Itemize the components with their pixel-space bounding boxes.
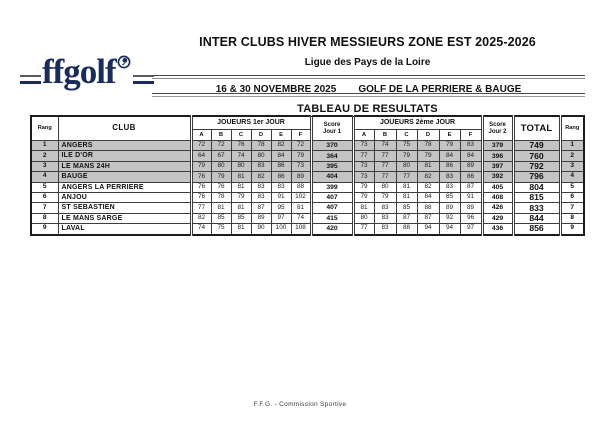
club-name-cell: BAUGE [58, 172, 191, 182]
day1-player-score-cell: 64 [191, 151, 211, 161]
day2-player-score-cell: 77 [374, 172, 396, 182]
logo-right-dashes [133, 75, 154, 84]
score-day1-cell: 420 [311, 224, 353, 235]
rank-left-cell: 6 [31, 192, 58, 202]
table-row [31, 224, 584, 235]
document-title: INTER CLUBS HIVER MESSIEURS ZONE EST 2025-2026 [199, 35, 536, 49]
col-header-day2-B: B [374, 130, 396, 141]
rank-left-cell: 9 [31, 224, 58, 235]
score-day2-cell: 397 [482, 161, 513, 171]
day2-player-score-cell: 79 [396, 151, 417, 161]
day2-player-score-cell: 73 [353, 172, 374, 182]
results-table [30, 115, 585, 236]
day1-player-score-cell: 88 [291, 182, 311, 192]
day2-player-score-cell: 94 [417, 224, 439, 235]
col-header-score-day1 [311, 116, 353, 141]
day2-player-score-cell: 80 [353, 213, 374, 223]
rank-left-cell: 2 [31, 151, 58, 161]
day1-player-score-cell: 81 [291, 203, 311, 213]
total-cell: 833 [513, 203, 560, 213]
col-header-score-day2 [482, 116, 513, 141]
club-name-cell: LE MANS 24H [58, 161, 191, 171]
day1-player-score-cell: 108 [291, 224, 311, 235]
day2-player-score-cell: 85 [396, 203, 417, 213]
total-cell: 815 [513, 192, 560, 202]
day2-player-score-cell: 88 [417, 203, 439, 213]
col-header-total: TOTAL [513, 116, 560, 141]
day2-player-score-cell: 84 [460, 151, 482, 161]
rank-right-cell: 2 [560, 151, 584, 161]
col-header-rang-right: Rang [560, 116, 584, 141]
rank-left-cell: 8 [31, 213, 58, 223]
day2-player-score-cell: 73 [353, 161, 374, 171]
score-day2-cell: 405 [482, 182, 513, 192]
total-cell: 844 [513, 213, 560, 223]
results-table-container [30, 115, 585, 236]
banner-bottom-rule [152, 93, 585, 97]
col-header-day2-E: E [439, 130, 460, 141]
day1-player-score-cell: 81 [231, 182, 251, 192]
day2-player-score-cell: 81 [417, 161, 439, 171]
day1-player-score-cell: 79 [231, 192, 251, 202]
day1-player-score-cell: 82 [271, 141, 291, 151]
day2-player-score-cell: 77 [353, 151, 374, 161]
day1-player-score-cell: 97 [271, 213, 291, 223]
day1-player-score-cell: 72 [191, 141, 211, 151]
day1-player-score-cell: 81 [211, 203, 231, 213]
day1-player-score-cell: 84 [271, 151, 291, 161]
rank-left-cell: 5 [31, 182, 58, 192]
day2-player-score-cell: 83 [439, 172, 460, 182]
day2-player-score-cell: 81 [396, 182, 417, 192]
day1-player-score-cell: 76 [191, 172, 211, 182]
day2-player-score-cell: 81 [396, 192, 417, 202]
rank-left-cell: 7 [31, 203, 58, 213]
club-name-cell: ANJOU [58, 192, 191, 202]
day1-player-score-cell: 83 [251, 182, 271, 192]
day2-player-score-cell: 83 [374, 224, 396, 235]
table-row [31, 151, 584, 161]
day1-player-score-cell: 81 [231, 203, 251, 213]
event-venue: GOLF DE LA PERRIERE & BAUGE [358, 84, 522, 95]
day1-player-score-cell: 72 [211, 141, 231, 151]
day1-player-score-cell: 102 [291, 192, 311, 202]
day1-player-score-cell: 82 [251, 172, 271, 182]
day1-player-score-cell: 85 [211, 213, 231, 223]
col-header-day1-E: E [271, 130, 291, 141]
score-day1-cell: 399 [311, 182, 353, 192]
total-cell: 856 [513, 224, 560, 235]
results-table-body [31, 141, 584, 235]
day1-player-score-cell: 79 [191, 161, 211, 171]
day1-player-score-cell: 73 [291, 161, 311, 171]
day2-player-score-cell: 75 [396, 141, 417, 151]
day1-player-score-cell: 80 [211, 161, 231, 171]
day2-player-score-cell: 79 [374, 192, 396, 202]
day1-player-score-cell: 79 [291, 151, 311, 161]
day1-player-score-cell: 83 [271, 182, 291, 192]
total-cell: 792 [513, 161, 560, 171]
day2-player-score-cell: 94 [439, 224, 460, 235]
league-subtitle: Ligue des Pays de la Loire [304, 57, 431, 68]
day2-player-score-cell: 96 [460, 213, 482, 223]
day2-player-score-cell: 81 [353, 203, 374, 213]
score-day2-cell: 436 [482, 224, 513, 235]
table-row [31, 213, 584, 223]
day1-player-score-cell: 82 [191, 213, 211, 223]
col-group-day2: JOUEURS 2ème JOUR [353, 116, 482, 130]
table-row [31, 172, 584, 182]
score-day1-cell: 395 [311, 161, 353, 171]
day2-player-score-cell: 86 [460, 172, 482, 182]
score1-label-line2: Jour 1 [323, 128, 342, 135]
day1-player-score-cell: 87 [251, 203, 271, 213]
score-day1-cell: 407 [311, 203, 353, 213]
day1-player-score-cell: 72 [291, 141, 311, 151]
score-day1-cell: 415 [311, 213, 353, 223]
day1-player-score-cell: 80 [251, 151, 271, 161]
day1-player-score-cell: 78 [211, 192, 231, 202]
rank-left-cell: 1 [31, 141, 58, 151]
score1-label-line1: Score [323, 121, 341, 128]
day1-player-score-cell: 77 [191, 203, 211, 213]
day2-player-score-cell: 74 [374, 141, 396, 151]
day2-player-score-cell: 77 [374, 161, 396, 171]
col-header-day2-F: F [460, 130, 482, 141]
day1-player-score-cell: 86 [271, 161, 291, 171]
total-cell: 749 [513, 141, 560, 151]
day1-player-score-cell: 76 [231, 141, 251, 151]
day1-player-score-cell: 95 [271, 203, 291, 213]
day1-player-score-cell: 91 [271, 192, 291, 202]
day1-player-score-cell: 76 [211, 182, 231, 192]
score2-label-line1: Score [489, 121, 506, 128]
col-header-day2-C: C [396, 130, 417, 141]
day2-player-score-cell: 89 [439, 203, 460, 213]
col-header-day1-D: D [251, 130, 271, 141]
club-name-cell: ANGERS [58, 141, 191, 151]
day2-player-score-cell: 83 [439, 182, 460, 192]
day2-player-score-cell: 80 [396, 161, 417, 171]
score-day2-cell: 426 [482, 203, 513, 213]
club-name-cell: ANGERS LA PERRIERE [58, 182, 191, 192]
day1-player-score-cell: 86 [271, 172, 291, 182]
day1-player-score-cell: 83 [251, 161, 271, 171]
day2-player-score-cell: 77 [396, 172, 417, 182]
score-day1-cell: 370 [311, 141, 353, 151]
day1-player-score-cell: 89 [291, 172, 311, 182]
day1-player-score-cell: 100 [271, 224, 291, 235]
score-day1-cell: 404 [311, 172, 353, 182]
rank-right-cell: 6 [560, 192, 584, 202]
day2-player-score-cell: 79 [417, 151, 439, 161]
day1-player-score-cell: 79 [211, 172, 231, 182]
day1-player-score-cell: 74 [291, 213, 311, 223]
club-name-cell: ST SEBASTIEN [58, 203, 191, 213]
rank-right-cell: 3 [560, 161, 584, 171]
day2-player-score-cell: 83 [374, 203, 396, 213]
day1-player-score-cell: 90 [251, 224, 271, 235]
day2-player-score-cell: 79 [439, 141, 460, 151]
total-cell: 804 [513, 182, 560, 192]
day1-player-score-cell: 76 [191, 192, 211, 202]
day2-player-score-cell: 83 [374, 213, 396, 223]
table-row [31, 141, 584, 151]
logo-left-dashes [20, 75, 41, 84]
event-dates: 16 & 30 NOVEMBRE 2025 [215, 84, 337, 95]
day2-player-score-cell: 87 [396, 213, 417, 223]
score-day2-cell: 392 [482, 172, 513, 182]
col-header-day1-B: B [211, 130, 231, 141]
day2-player-score-cell: 77 [374, 151, 396, 161]
day2-player-score-cell: 73 [353, 141, 374, 151]
day2-player-score-cell: 79 [353, 182, 374, 192]
day2-player-score-cell: 87 [417, 213, 439, 223]
registered-golfball-icon [117, 55, 131, 69]
day2-player-score-cell: 86 [439, 161, 460, 171]
day2-player-score-cell: 80 [374, 182, 396, 192]
score-day1-cell: 407 [311, 192, 353, 202]
day1-player-score-cell: 74 [231, 151, 251, 161]
day2-player-score-cell: 79 [353, 192, 374, 202]
score-day2-cell: 379 [482, 141, 513, 151]
score-day2-cell: 396 [482, 151, 513, 161]
day2-player-score-cell: 89 [460, 161, 482, 171]
rank-right-cell: 1 [560, 141, 584, 151]
day2-player-score-cell: 84 [417, 192, 439, 202]
day2-player-score-cell: 92 [439, 213, 460, 223]
day1-player-score-cell: 80 [231, 161, 251, 171]
day1-player-score-cell: 81 [231, 224, 251, 235]
day1-player-score-cell: 89 [251, 213, 271, 223]
day2-player-score-cell: 85 [439, 192, 460, 202]
col-header-day1-A: A [191, 130, 211, 141]
ffgolf-logo-text: ffgolf [42, 52, 116, 91]
col-header-day1-C: C [231, 130, 251, 141]
day1-player-score-cell: 83 [251, 192, 271, 202]
footer-text: F.F.G. - Commission Sportive [253, 401, 347, 408]
total-cell: 796 [513, 172, 560, 182]
day1-player-score-cell: 75 [211, 224, 231, 235]
day2-player-score-cell: 84 [439, 151, 460, 161]
section-title: TABLEAU DE RESULTATS [297, 103, 438, 115]
table-row [31, 192, 584, 202]
day2-player-score-cell: 91 [460, 192, 482, 202]
day2-player-score-cell: 88 [396, 224, 417, 235]
rank-right-cell: 4 [560, 172, 584, 182]
day2-player-score-cell: 97 [460, 224, 482, 235]
day1-player-score-cell: 76 [191, 182, 211, 192]
day1-player-score-cell: 78 [251, 141, 271, 151]
ffgolf-logo [20, 54, 154, 89]
table-row [31, 182, 584, 192]
club-name-cell: ILE D'OR [58, 151, 191, 161]
col-header-club: CLUB [58, 116, 191, 141]
day2-player-score-cell: 82 [417, 182, 439, 192]
col-header-day2-A: A [353, 130, 374, 141]
day1-player-score-cell: 67 [211, 151, 231, 161]
day1-player-score-cell: 74 [191, 224, 211, 235]
col-group-day1: JOUEURS 1er JOUR [191, 116, 311, 130]
rank-left-cell: 4 [31, 172, 58, 182]
day2-player-score-cell: 87 [460, 182, 482, 192]
col-header-day1-F: F [291, 130, 311, 141]
rank-right-cell: 9 [560, 224, 584, 235]
col-header-day2-D: D [417, 130, 439, 141]
total-cell: 760 [513, 151, 560, 161]
day2-player-score-cell: 78 [417, 141, 439, 151]
rank-right-cell: 8 [560, 213, 584, 223]
score2-label-line2: Jour 2 [488, 128, 507, 135]
day1-player-score-cell: 85 [231, 213, 251, 223]
score-day2-cell: 408 [482, 192, 513, 202]
club-name-cell: LAVAL [58, 224, 191, 235]
club-name-cell: LE MANS SARGE [58, 213, 191, 223]
rank-left-cell: 3 [31, 161, 58, 171]
rank-right-cell: 7 [560, 203, 584, 213]
score-day2-cell: 429 [482, 213, 513, 223]
table-row [31, 161, 584, 171]
table-row [31, 203, 584, 213]
day2-player-score-cell: 83 [460, 141, 482, 151]
col-header-rang-left: Rang [31, 116, 58, 141]
score-day1-cell: 364 [311, 151, 353, 161]
day1-player-score-cell: 81 [231, 172, 251, 182]
day2-player-score-cell: 77 [353, 224, 374, 235]
rank-right-cell: 5 [560, 182, 584, 192]
day2-player-score-cell: 89 [460, 203, 482, 213]
day2-player-score-cell: 82 [417, 172, 439, 182]
